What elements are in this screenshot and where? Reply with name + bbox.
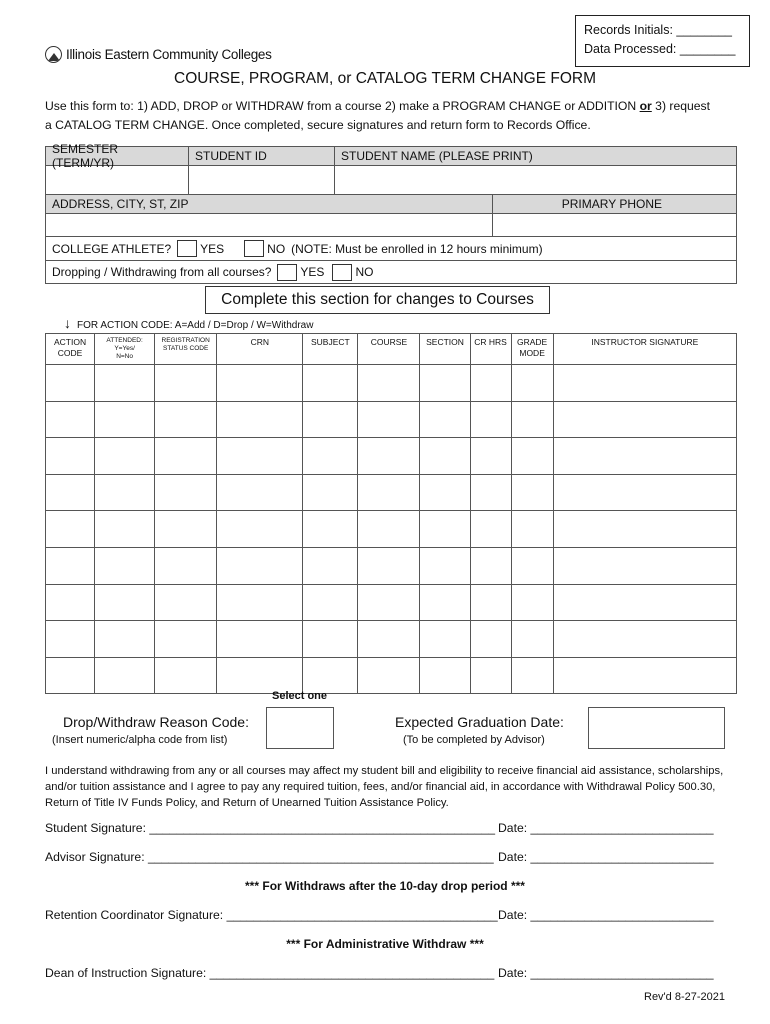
crn-cell[interactable] — [217, 365, 303, 402]
crn-cell[interactable] — [217, 584, 303, 621]
instructor-cell[interactable] — [553, 547, 736, 584]
table-row — [46, 474, 737, 511]
action-cell[interactable] — [46, 474, 95, 511]
select-one-label: Select one — [272, 690, 328, 702]
records-box — [575, 15, 750, 67]
attended-cell[interactable] — [95, 547, 155, 584]
athlete-question: COLLEGE ATHLETE? — [52, 241, 172, 256]
grade-mode-cell[interactable] — [511, 584, 553, 621]
reg-status-cell[interactable] — [155, 511, 217, 548]
instructor-cell[interactable] — [553, 438, 736, 475]
graduation-date-label: Expected Graduation Date: — [395, 714, 564, 730]
instructor-cell[interactable] — [553, 657, 736, 694]
advisor-signature-line[interactable]: Advisor Signature: ___________________________________________________ — [45, 850, 494, 864]
table-row — [46, 657, 737, 694]
grade-mode-cell[interactable] — [511, 474, 553, 511]
reg-status-cell[interactable] — [155, 584, 217, 621]
table-row — [46, 547, 737, 584]
athlete-note: (NOTE: Must be enrolled in 12 hours minimum) — [291, 241, 543, 256]
course-cell[interactable] — [358, 365, 420, 402]
student-signature-line[interactable]: Student Signature: ___________________________________________________ — [45, 821, 496, 835]
instructor-cell[interactable] — [553, 584, 736, 621]
col-instructor-signature: INSTRUCTOR SIGNATURE — [553, 334, 736, 365]
instructor-cell[interactable] — [553, 401, 736, 438]
instructor-cell[interactable] — [553, 474, 736, 511]
attended-cell[interactable] — [95, 584, 155, 621]
instructor-cell[interactable] — [553, 621, 736, 658]
col-registration-status: REGISTRATION STATUS CODE — [155, 334, 217, 365]
table-row — [46, 438, 737, 475]
student-date-line[interactable]: Date: ___________________________ — [498, 821, 714, 835]
crn-cell[interactable] — [217, 511, 303, 548]
section-cell[interactable] — [420, 365, 470, 402]
action-code-note: ↓ FOR ACTION CODE: A=Add / D=Drop / W=Withdraw — [64, 315, 314, 331]
college-name: Illinois Eastern Community Colleges — [66, 47, 272, 62]
action-cell[interactable] — [46, 621, 95, 658]
grade-mode-cell[interactable] — [511, 621, 553, 658]
grade-mode-cell[interactable] — [511, 657, 553, 694]
iecc-logo-icon — [45, 46, 62, 63]
section-cell[interactable] — [420, 584, 470, 621]
phone-field[interactable] — [493, 214, 736, 236]
subject-cell[interactable] — [303, 584, 358, 621]
dean-signature-line[interactable]: Dean of Instruction Signature: __________________________________________ — [45, 966, 495, 980]
reg-status-cell[interactable] — [155, 621, 217, 658]
retention-signature-line[interactable]: Retention Coordinator Signature: ________________________________________ — [45, 908, 498, 922]
dropping-no-label: NO — [355, 265, 374, 279]
cr-hrs-cell[interactable] — [470, 511, 511, 548]
cr-hrs-cell[interactable] — [470, 621, 511, 658]
section-cell[interactable] — [420, 401, 470, 438]
table-row — [46, 401, 737, 438]
revision-date: Rev'd 8-27-2021 — [644, 991, 725, 1003]
table-row — [46, 621, 737, 658]
admin-withdraw-note: *** For Administrative Withdraw *** — [286, 937, 484, 951]
section-cell[interactable] — [420, 547, 470, 584]
crn-cell[interactable] — [217, 547, 303, 584]
courses-section-heading: Complete this section for changes to Courses — [205, 286, 550, 314]
subject-cell[interactable] — [303, 401, 358, 438]
cr-hrs-cell[interactable] — [470, 584, 511, 621]
course-cell[interactable] — [358, 474, 420, 511]
advisor-date-line[interactable]: Date: ___________________________ — [498, 850, 714, 864]
form-instructions: Use this form to: 1) ADD, DROP or WITHDRAW from a course 2) make a PROGRAM CHANGE or ADDITION or 3) request a CATALOG TERM CHANGE. Once completed, secure signatures and return form to Records Office. — [45, 99, 711, 132]
col-subject: SUBJECT — [303, 334, 358, 365]
col-attended: ATTENDED: Y=Yes/ N=No — [95, 334, 155, 365]
reg-status-cell[interactable] — [155, 547, 217, 584]
student-id-field[interactable] — [189, 166, 335, 194]
semester-field[interactable] — [46, 166, 189, 194]
reg-status-cell[interactable] — [155, 401, 217, 438]
attended-cell[interactable] — [95, 401, 155, 438]
course-cell[interactable] — [358, 547, 420, 584]
grade-mode-cell[interactable] — [511, 438, 553, 475]
arrow-down-icon: ↓ — [64, 315, 71, 331]
crn-cell[interactable] — [217, 621, 303, 658]
subject-cell[interactable] — [303, 621, 358, 658]
subject-cell[interactable] — [303, 474, 358, 511]
section-cell[interactable] — [420, 438, 470, 475]
instructor-cell[interactable] — [553, 511, 736, 548]
cr-hrs-cell[interactable] — [470, 474, 511, 511]
grade-mode-cell[interactable] — [511, 401, 553, 438]
withdraw-period-note: *** For Withdraws after the 10-day drop period *** — [245, 879, 525, 893]
action-cell[interactable] — [46, 547, 95, 584]
subject-cell[interactable] — [303, 438, 358, 475]
cr-hrs-cell[interactable] — [470, 401, 511, 438]
address-field[interactable] — [46, 214, 493, 236]
cr-hrs-cell[interactable] — [470, 438, 511, 475]
dean-date-line[interactable]: Date: ___________________________ — [498, 966, 714, 980]
data-processed: Data Processed: ________ — [584, 42, 736, 56]
crn-cell[interactable] — [217, 474, 303, 511]
reg-status-cell[interactable] — [155, 474, 217, 511]
retention-date-line[interactable]: Date: ___________________________ — [498, 908, 714, 922]
section-cell[interactable] — [420, 621, 470, 658]
phone-label: PRIMARY PHONE — [561, 197, 662, 211]
reason-code-label: Drop/Withdraw Reason Code: — [63, 714, 249, 730]
cr-hrs-cell[interactable] — [470, 657, 511, 694]
table-row — [46, 511, 737, 548]
semester-label: SEMESTER (TERM/YR) — [46, 147, 189, 165]
table-row — [46, 584, 737, 621]
col-course: COURSE — [358, 334, 420, 365]
cr-hrs-cell[interactable] — [470, 365, 511, 402]
table-row — [46, 365, 737, 402]
student-name-label: STUDENT NAME (PLEASE PRINT) — [341, 149, 533, 163]
crn-cell[interactable] — [217, 401, 303, 438]
dropping-question: Dropping / Withdrawing from all courses? — [52, 265, 272, 279]
action-cell[interactable] — [46, 438, 95, 475]
action-cell[interactable] — [46, 511, 95, 548]
athlete-yes-checkbox[interactable] — [177, 240, 197, 257]
col-cr-hrs: CR HRS — [470, 334, 511, 365]
course-cell[interactable] — [358, 584, 420, 621]
attended-cell[interactable] — [95, 657, 155, 694]
attended-cell[interactable] — [95, 621, 155, 658]
reg-status-cell[interactable] — [155, 438, 217, 475]
grade-mode-cell[interactable] — [511, 511, 553, 548]
student-name-field[interactable] — [335, 166, 736, 194]
course-cell[interactable] — [358, 657, 420, 694]
reg-status-cell[interactable] — [155, 365, 217, 402]
subject-cell[interactable] — [303, 365, 358, 402]
reason-code-hint: (Insert numeric/alpha code from list) — [52, 734, 228, 746]
athlete-no-checkbox[interactable] — [244, 240, 264, 257]
college-logo — [45, 46, 272, 63]
attended-cell[interactable] — [95, 474, 155, 511]
action-cell[interactable] — [46, 365, 95, 402]
cr-hrs-cell[interactable] — [470, 547, 511, 584]
athlete-no-label: NO — [267, 241, 286, 256]
address-label: ADDRESS, CITY, ST, ZIP — [46, 195, 493, 213]
records-initials: Records Initials: ________ — [584, 23, 733, 37]
course-cell[interactable] — [358, 401, 420, 438]
dropping-yes-label: YES — [300, 265, 325, 279]
section-cell[interactable] — [420, 657, 470, 694]
crn-cell[interactable] — [217, 657, 303, 694]
course-cell[interactable] — [358, 438, 420, 475]
subject-cell[interactable] — [303, 657, 358, 694]
form-title: COURSE, PROGRAM, or CATALOG TERM CHANGE FORM — [174, 70, 596, 87]
dropping-no-checkbox[interactable] — [332, 264, 352, 281]
action-cell[interactable] — [46, 401, 95, 438]
dropping-row — [46, 261, 736, 283]
col-grade-mode: GRADE MODE — [511, 334, 553, 365]
action-cell[interactable] — [46, 657, 95, 694]
course-cell[interactable] — [358, 621, 420, 658]
reg-status-cell[interactable] — [155, 657, 217, 694]
graduation-date-field[interactable] — [588, 707, 725, 749]
course-changes-table — [45, 333, 737, 694]
student-info-table — [45, 142, 737, 284]
attended-cell[interactable] — [95, 511, 155, 548]
athlete-row — [46, 237, 736, 260]
col-action-code: ACTION CODE — [46, 334, 95, 365]
grade-mode-cell[interactable] — [511, 547, 553, 584]
dropping-yes-checkbox[interactable] — [277, 264, 297, 281]
subject-cell[interactable] — [303, 511, 358, 548]
attended-cell[interactable] — [95, 365, 155, 402]
withdrawal-disclaimer: I understand withdrawing from any or all courses may affect my student bill and eligibility to receive financial aid assistance, scholarships, and/or tuition assistance and I agree to pay any required tuition, fees, and/or financial aid, in accordance with Withdrawal Policy 500.30, Return of Title IV Funds Policy, and Return of Unearned Tuition Assistance Policy. — [45, 765, 724, 809]
student-id-label: STUDENT ID — [189, 147, 335, 165]
action-cell[interactable] — [46, 584, 95, 621]
section-cell[interactable] — [420, 474, 470, 511]
grade-mode-cell[interactable] — [511, 365, 553, 402]
reason-code-field[interactable] — [266, 707, 334, 749]
graduation-date-hint: (To be completed by Advisor) — [403, 734, 545, 746]
course-cell[interactable] — [358, 511, 420, 548]
instructor-cell[interactable] — [553, 365, 736, 402]
col-section: SECTION — [420, 334, 470, 365]
athlete-yes-label: YES — [200, 241, 225, 256]
section-cell[interactable] — [420, 511, 470, 548]
attended-cell[interactable] — [95, 438, 155, 475]
subject-cell[interactable] — [303, 547, 358, 584]
crn-cell[interactable] — [217, 438, 303, 475]
col-crn: CRN — [217, 334, 303, 365]
